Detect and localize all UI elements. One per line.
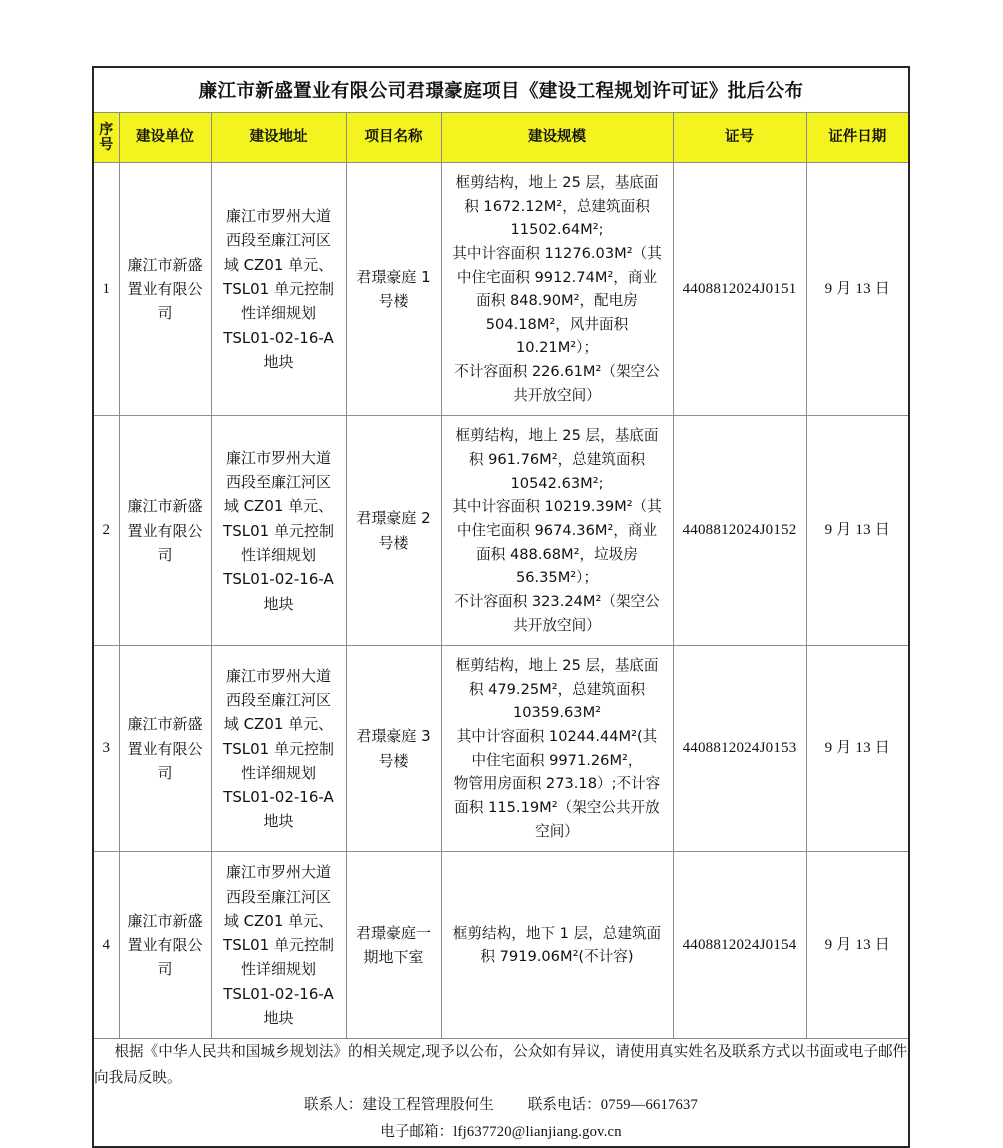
contact-email-label: 电子邮箱：	[380, 1122, 454, 1140]
column-header-index-line1: 序	[99, 121, 114, 138]
scale-line: 框剪结构，地上 25 层，基底面积 961.76M²，总建筑面积 10542.63M²;	[455, 427, 659, 492]
contact-person-label: 联系人：	[304, 1096, 363, 1114]
footer-block	[93, 1039, 909, 1147]
column-header-index-line2: 号	[99, 136, 114, 153]
cell-date: 9 月 13 日	[806, 416, 909, 646]
cell-project: 君璟豪庭 1 号楼	[346, 163, 441, 416]
cell-scale	[441, 852, 673, 1039]
cell-date: 9 月 13 日	[806, 163, 909, 416]
cell-index: 3	[93, 646, 119, 852]
cell-address: 廉江市罗州大道西段至廉江河区域 CZ01 单元、TSL01 单元控制性详细规划 TSL01-02-16-A 地块	[211, 416, 346, 646]
table-row	[93, 646, 909, 852]
cell-index: 4	[93, 852, 119, 1039]
contact-person-name: 建设工程管理股何生	[362, 1096, 494, 1114]
cell-project: 君璟豪庭 3 号楼	[346, 646, 441, 852]
cell-cert: 4408812024J0154	[673, 852, 806, 1039]
column-header-index	[93, 113, 119, 163]
scale-line: 其中计容面积 10244.44M²(其中住宅面积 9971.26M²，	[456, 728, 658, 769]
scale-line: 框剪结构，地上 25 层，基底面积 479.25M²，总建筑面积 10359.63M²	[455, 657, 659, 722]
scale-line: 不计容面积 226.61M²（架空公共开放空间）	[454, 363, 660, 404]
cell-unit: 廉江市新盛置业有限公司	[119, 416, 211, 646]
contact-phone-value: 0759—6617637	[600, 1097, 698, 1114]
page-title: 廉江市新盛置业有限公司君璟豪庭项目《建设工程规划许可证》批后公布	[93, 67, 909, 113]
cell-index: 2	[93, 416, 119, 646]
table-row	[93, 852, 909, 1039]
cell-scale	[441, 163, 673, 416]
column-header-address: 建设地址	[211, 113, 346, 163]
table-header-row	[93, 113, 909, 163]
footer-email-line	[94, 1119, 908, 1146]
scale-line: 框剪结构，地上 25 层，基底面积 1672.12M²，总建筑面积 11502.64M²;	[455, 174, 659, 239]
table-row	[93, 163, 909, 416]
cell-cert: 4408812024J0153	[673, 646, 806, 852]
scale-line: 物管用房面积 273.18）;不计容面积 115.19M²（架空公共开放空间）	[453, 775, 661, 840]
cell-scale	[441, 646, 673, 852]
scale-line: 其中计容面积 11276.03M²（其中住宅面积 9912.74M²，商业面积 848.90M²，配电房 504.18M²，风井面积 10.21M²）；	[452, 244, 662, 357]
scale-line: 其中计容面积 10219.39M²（其中住宅面积 9674.36M²，商业面积 488.68M²，垃圾房 56.35M²）；	[452, 498, 662, 587]
scale-line: 框剪结构，地下 1 层，总建筑面积 7919.06M²(不计容)	[452, 924, 662, 966]
column-header-scale: 建设规模	[441, 113, 673, 163]
cell-index: 1	[93, 163, 119, 416]
footer-notice-text: 根据《中华人民共和国城乡规划法》的相关规定,现予以公布，公众如有异议，请使用真实姓名及联系方式以书面或电子邮件向我局反映。	[94, 1043, 908, 1086]
cell-address: 廉江市罗州大道西段至廉江河区域 CZ01 单元、TSL01 单元控制性详细规划 TSL01-02-16-A 地块	[211, 646, 346, 852]
column-header-date: 证件日期	[806, 113, 909, 163]
cell-address: 廉江市罗州大道西段至廉江河区域 CZ01 单元、TSL01 单元控制性详细规划 TSL01-02-16-A 地块	[211, 852, 346, 1039]
cell-date: 9 月 13 日	[806, 852, 909, 1039]
cell-date: 9 月 13 日	[806, 646, 909, 852]
cell-unit: 廉江市新盛置业有限公司	[119, 646, 211, 852]
cell-project: 君璟豪庭 2 号楼	[346, 416, 441, 646]
column-header-cert: 证号	[673, 113, 806, 163]
footer-contact-line	[94, 1092, 908, 1119]
contact-phone-label: 联系电话：	[527, 1096, 601, 1114]
cell-address: 廉江市罗州大道西段至廉江河区域 CZ01 单元、TSL01 单元控制性详细规划 TSL01-02-16-A 地块	[211, 163, 346, 416]
cell-unit: 廉江市新盛置业有限公司	[119, 163, 211, 416]
title-row	[93, 67, 909, 113]
cell-scale	[441, 416, 673, 646]
scale-line: 不计容面积 323.24M²（架空公共开放空间）	[454, 592, 660, 634]
contact-email-value: lfj637720@lianjiang.gov.cn	[453, 1123, 622, 1140]
footer-row	[93, 1039, 909, 1147]
table-row	[93, 416, 909, 646]
cell-project: 君璟豪庭一期地下室	[346, 852, 441, 1039]
announcement-table	[92, 66, 910, 1148]
column-header-project: 项目名称	[346, 113, 441, 163]
cell-unit: 廉江市新盛置业有限公司	[119, 852, 211, 1039]
column-header-unit: 建设单位	[119, 113, 211, 163]
cell-cert: 4408812024J0152	[673, 416, 806, 646]
cell-cert: 4408812024J0151	[673, 163, 806, 416]
